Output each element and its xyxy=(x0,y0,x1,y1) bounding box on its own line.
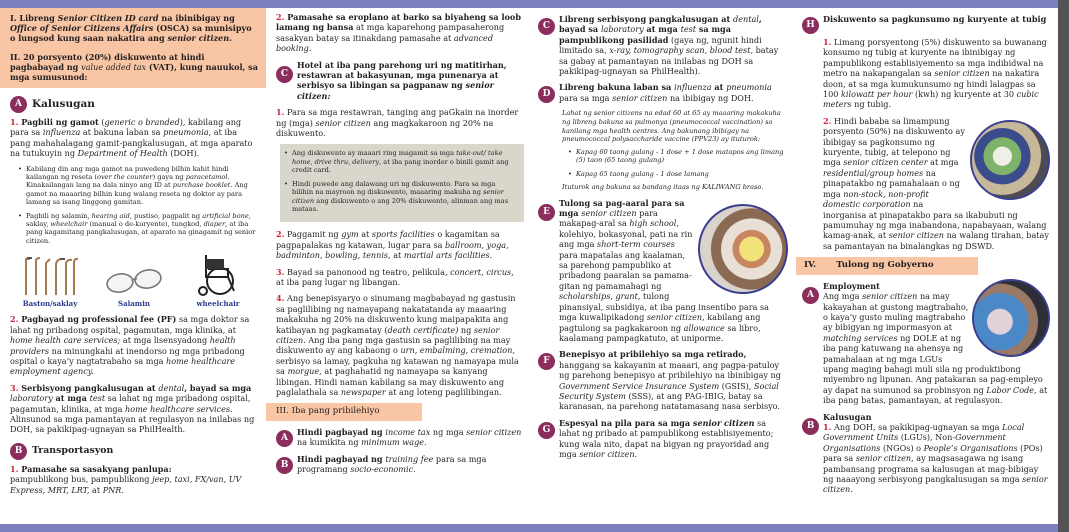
aid-images xyxy=(10,250,258,308)
text-run: pneumonia, xyxy=(163,127,212,138)
text-run: senior citizen xyxy=(581,208,637,219)
text-run: 2. xyxy=(276,229,285,240)
text-run: scholarships, grant, xyxy=(559,291,641,302)
text-run: sa libro, kaalamang pampagkatuto, at uniporme. xyxy=(559,322,761,343)
text-run: advanced booking. xyxy=(276,32,494,54)
text-run: ng DOLE at ng iba pang katuwang na ahensya ng pamahalaan at ng mga LGUs upang maging bahagi muli sila ng produktibong miyembro ng lipunan. Ang patakaran sa pag-empleyo ay dapat na sumunod sa probinsyon ng xyxy=(823,332,1043,395)
badge-g: G xyxy=(538,422,555,439)
text-run: Ang iba pang mga gastusin sa paglilibing na may diskuwento ay ang kabaong o xyxy=(276,334,511,356)
text-run: (SSS), at ang PAG-IBIG, batay sa karanasan, na parehong natatamasang nasa serbisyo. xyxy=(559,390,780,412)
text-run: Senior Citizen ID card xyxy=(57,13,159,23)
text-run: senior citizen xyxy=(612,92,668,103)
text-run: artificial bone xyxy=(202,211,249,220)
text-run: influenza xyxy=(42,127,81,138)
text-run: Kinakailangan lang na dala ninyo ang ID at xyxy=(26,181,173,190)
text-run: senior citizen. xyxy=(276,324,500,345)
text-run: o kagamitan sa pagpapalakas ng katawan, lugar para sa xyxy=(276,229,500,250)
section-d-vaccine xyxy=(538,82,788,103)
text-run: 1. xyxy=(823,422,832,432)
text-run: (POs) para sa xyxy=(823,442,1043,464)
text-run: at mga xyxy=(52,393,90,404)
text-run: at xyxy=(390,250,404,261)
text-run: Hindi puwede ang dalawang uri ng diskuwento. Para sa mga bilihin na mayroon ng diskuwento, maaaring makuha ng xyxy=(292,179,496,197)
text-run: 4. xyxy=(276,293,285,304)
text-run: sa mga pampublikong pasilidad xyxy=(559,24,731,45)
text-run: senior citizen xyxy=(888,230,945,241)
text-run: ballroom, yoga, badminton, bowling, tennis, xyxy=(276,239,509,261)
badge-b: B xyxy=(276,457,293,474)
text-run: 2. xyxy=(276,12,285,22)
text-run: over the counter xyxy=(96,173,153,182)
text-run: People’s Organisations xyxy=(923,442,1018,453)
vaccine-note: Lahat ng senior citizens na edad 60 at 65 ay maaaring makakuha ng libreng bakuna sa pulmonya (pneumococcal vaccination) sa kanilang mga health centres. Ang bakunang ibibigay na pneumococcal polysaccharide vaccine (PPV23) ay ituturok: xyxy=(562,109,781,144)
text-run: ang magkakaroon ng 20% na diskuwento. xyxy=(276,117,494,139)
text-run: , pustiso, pagpalit ng xyxy=(129,211,203,220)
text-run: allowance xyxy=(683,322,725,333)
text-run: sa lahat ng pribado at pampublikong establisiyemento; kung wala nito, dapat na bigyan ng prayoridad ang mga xyxy=(559,417,774,459)
text-run: at paghahatid ng namayapa sa kanyang libingan. Hindi naman kabilang sa may diskuwento ang paglalathala sa xyxy=(276,366,505,397)
text-run: test xyxy=(89,393,106,404)
text-run: non-stock, non-profit domestic corporation xyxy=(823,188,929,210)
text-run: laboratory xyxy=(600,24,644,35)
text-run: sa lahat ng mga pribadong ospital, pagamutan, klinika, at mga xyxy=(10,393,251,414)
text-run: (VAT), kung nauukol, sa mga sumusunod: xyxy=(10,62,258,82)
text-run: at iba pang batas, pamantayan, at regulasyon. xyxy=(823,384,1048,406)
section-h-utilities xyxy=(802,14,1050,34)
text-run: (kwh) ng kuryente at 30 xyxy=(912,89,1017,100)
item-c3 xyxy=(276,267,524,288)
item-h1 xyxy=(823,37,1050,110)
text-run: na ibinibigay ng xyxy=(158,13,235,23)
text-run: na may kakayahan at gustong magtrabaho, o kaya’y gusto muling magtrabaho ay bibigyan ng impormasyon at xyxy=(823,291,969,333)
section-iii-header: III. Iba pang pribilehiyo xyxy=(266,403,422,421)
top-band xyxy=(0,0,1058,8)
image-caption: Baston/saklay xyxy=(22,298,78,308)
text-run: generic o branded xyxy=(104,117,180,127)
text-run: senior citizen. xyxy=(579,448,638,459)
text-run: minimum wage. xyxy=(361,437,427,448)
text-run: (GSIS), xyxy=(719,380,754,391)
text-run: at iba pang lugar ng libangan. xyxy=(276,276,401,287)
text-run: urn, embalming, cremation, xyxy=(400,345,515,356)
right-edge-strip xyxy=(1058,0,1069,532)
text-run: Pagbili ng gamot xyxy=(18,117,99,127)
text-run: na walang tirahan, batay sa pamantayan na binalangkas ng DSWD. xyxy=(823,230,1049,251)
text-run: Paggamit ng xyxy=(284,229,342,240)
cane-icon xyxy=(20,255,80,297)
text-run: income tax xyxy=(385,427,431,437)
text-run: (LGUs), Non- xyxy=(898,432,956,443)
text-run: 2. xyxy=(823,115,832,126)
section-title: Diskuwento sa pagkunsumo ng kuryente at tubig xyxy=(823,14,1047,24)
text-run: 1. xyxy=(10,117,19,127)
text-run: at iba pang mahahalagang gamit-pangkalusugan, at mga aparato na tutukuyin ng xyxy=(10,127,253,159)
text-run: Government Organisations xyxy=(823,432,1006,453)
text-run: Office of Senior Citizens Affairs xyxy=(10,23,154,33)
text-run: Ang mga xyxy=(823,291,863,302)
text-run: hearing aid xyxy=(91,211,130,220)
text-run: cubic meters xyxy=(823,89,1039,110)
text-run: Government Service Insurance System xyxy=(559,380,720,391)
text-run: 1. xyxy=(10,463,19,474)
section-f-retirees xyxy=(538,349,788,411)
text-run: 3. xyxy=(10,382,19,393)
text-run: senior citizen: xyxy=(297,80,494,101)
text-run: value added tax xyxy=(81,62,147,72)
text-run: Local Government Units xyxy=(823,422,1025,443)
item-c1 xyxy=(276,107,524,138)
text-run: senior citizen xyxy=(466,427,522,437)
bullet: • Kapag 60 taong gulang - 1 dose + 1 dose matapos ang limang (5) taon (65 taong gulang) xyxy=(568,148,786,165)
bullet xyxy=(18,212,256,246)
text-run: na minungkahi at inendorso ng mga pribadong ospital o kaya’y nagtatrabaho sa mga xyxy=(10,345,245,366)
text-run: ) gaya ng xyxy=(152,173,186,182)
item-a2 xyxy=(10,314,258,376)
bullet xyxy=(18,165,256,207)
text-run: ( xyxy=(98,117,105,127)
badge-a: A xyxy=(802,287,819,304)
bullet xyxy=(284,180,518,214)
text-run: pneumonia xyxy=(726,82,772,93)
text-run: Ang diskuwento ay maaari ring magamit sa mga xyxy=(292,149,457,158)
text-run: Pamasahe sa sasakyang panlupa: xyxy=(18,463,172,474)
text-run: at xyxy=(358,229,372,240)
item-b2 xyxy=(276,12,524,54)
text-run: pampublikong bus, pampublikong xyxy=(10,474,153,485)
text-run: home healthcare services. xyxy=(125,403,233,414)
text-run: para makapag-aral sa xyxy=(559,208,658,229)
text-run: senior citizen center xyxy=(843,157,928,168)
section-e-education xyxy=(538,198,788,344)
text-run: Pagbili ng salamin, xyxy=(26,211,92,220)
text-run: kilowatt per hour xyxy=(841,89,913,100)
text-run: at mga xyxy=(927,157,959,168)
text-run: PNR. xyxy=(102,484,124,495)
text-run: Hindi bababa sa limampung porsyento (50%) na diskuwento ay ibibigay sa pagkonsumo ng kuryente, tubig, at telepono ng mga xyxy=(823,115,965,168)
section-iv-a-employment xyxy=(802,281,1050,406)
text-run: II. 20 porsyento (20%) diskuwento at hindi pagbabayad ng xyxy=(10,52,205,72)
text-run: at ang loteng paglilibingan. xyxy=(385,387,502,397)
text-run: senior citizen xyxy=(692,417,755,428)
text-run: na inorganisa at pinapatakbo para sa ikabubuti ng pamumuhay ng mga inabandona, napabayaan, walang kamag-anak, at xyxy=(823,199,1047,241)
badge-b: B xyxy=(10,443,27,460)
column-4 xyxy=(796,8,1058,524)
eyeglasses-image xyxy=(94,250,174,308)
column-2 xyxy=(266,8,532,524)
text-run: ng tubig. xyxy=(851,99,892,110)
text-run: ), kabilang ang para sa xyxy=(10,117,242,138)
text-run: sports facilities xyxy=(371,229,435,240)
text-run: 1. xyxy=(276,107,285,118)
item-c4 xyxy=(276,293,524,397)
text-run: death certificate) xyxy=(387,324,459,335)
text-run: hanggang sa kakayanin at maaari, ang pagpa-patuloy ng parehong benepisyo at pribilehiyo na ibinibigay ng xyxy=(559,359,781,381)
cane-image xyxy=(10,250,90,308)
text-run: ang diskuwento o ang 20% diskuwento, alinman ang mas mataas. xyxy=(292,196,509,213)
text-run: senior citizen, xyxy=(646,312,705,323)
text-run: dental xyxy=(733,14,759,24)
text-run: at xyxy=(89,484,103,495)
text-run: ng mga xyxy=(430,427,467,437)
text-run: , saklay, xyxy=(26,211,251,229)
text-run: (manual o de-kuryente), tungkod, xyxy=(87,220,204,229)
text-run: I. Libreng xyxy=(10,13,58,23)
text-run: kabilang ang pagtulong sa pagkakaroon ng xyxy=(559,312,761,333)
text-run: concert, circus, xyxy=(450,266,514,277)
intro-box xyxy=(0,8,266,88)
column-1 xyxy=(0,8,266,524)
text-run: (DOH). xyxy=(167,148,200,159)
badge-e: E xyxy=(538,204,555,221)
text-run: Ang DOH, sa pakikipag-ugnayan sa mga xyxy=(831,422,1003,432)
badge-c: C xyxy=(276,66,293,83)
text-run: matching services xyxy=(823,332,898,343)
text-run: Hindi pagbayad ng xyxy=(297,427,386,437)
text-run: Serbisyong pangkalusugan at xyxy=(18,382,159,393)
text-run: wheelchair xyxy=(50,220,88,229)
text-run: Libreng serbisyong pangkalusugan at xyxy=(559,14,734,24)
section-title: Kalusugan xyxy=(823,411,872,422)
text-run: , at iba pang inorder o binili gamit ang credit card. xyxy=(292,157,509,175)
text-run: Kabilang din ang mga gamot na puwedeng bilhin kahit hindi kailangan ng reseta ( xyxy=(26,164,229,182)
text-run: home health care services; xyxy=(10,335,121,346)
text-run: 3. xyxy=(276,266,285,277)
text-run: senior citizen. xyxy=(167,33,232,43)
bullet xyxy=(284,149,518,174)
item-c2 xyxy=(276,229,524,260)
text-run: Para sa mga restawran, tanging ang paGkain na inorder ng (mga) xyxy=(276,107,519,128)
text-run: sa mga doktor sa lahat ng pribadong ospital, pagamutan, mga klinika, at xyxy=(10,314,250,335)
section-b-transportasyon xyxy=(10,443,266,460)
text-run: Labor Code, xyxy=(986,384,1037,395)
text-run: dental xyxy=(158,382,185,393)
text-run: (gaya ng, ngunit hindi limitado sa, xyxy=(559,34,762,56)
bottom-band xyxy=(0,524,1058,532)
section-title: Kalusugan xyxy=(32,97,95,110)
text-run: test xyxy=(680,24,697,35)
text-run: Hotel at iba pang parehong uri ng matitirhan, restawran at bakasyunan, mga punenarya at serbisyo sa libingan sa pagpanaw ng xyxy=(297,59,507,91)
text-run: Limang porsyentong (5%) diskuwento sa buwanang konsumo ng tubig at kuryente na ibinibigay ng pampublikong establisiyemento sa mga indibidwal na metro na nakapangalan sa xyxy=(823,37,1047,79)
text-run: paracetamol. xyxy=(185,173,230,182)
section-a-kalusugan xyxy=(10,96,266,113)
section-iv-header xyxy=(796,257,978,275)
text-run: Hindi pagbayad ng xyxy=(297,453,386,464)
section-c-free-health xyxy=(538,14,788,76)
text-run: senior citizen xyxy=(292,188,504,205)
text-run: 1. xyxy=(823,37,832,47)
text-run: Pamasahe sa eroplano at barko sa biyaheng sa loob lamang ng bansa xyxy=(276,12,521,33)
text-run: (OSCA) sa munisipyo o lungsod kung saan nakatira ang xyxy=(10,23,252,43)
text-run: senior citizen xyxy=(934,68,990,79)
discount-note-box xyxy=(280,144,524,222)
text-run: senior citizen, xyxy=(855,453,914,464)
text-run: take-out/ take home, drive thru, delivery xyxy=(292,149,503,166)
intro-item-1 xyxy=(10,13,258,43)
text-run: Bayad sa panonood ng teatro, pelikula, xyxy=(284,266,451,277)
text-run: high school, xyxy=(629,218,679,229)
item-a1-bullets xyxy=(18,165,256,246)
text-run: Department of Health xyxy=(77,148,168,159)
text-run: Tulong ng Gobyerno xyxy=(836,260,934,271)
wheelchair-image xyxy=(178,250,258,308)
text-run: , bayad sa xyxy=(559,14,762,35)
text-run: para sa mga programang xyxy=(297,453,487,475)
eyeglasses-icon xyxy=(103,267,165,297)
text-run: at bakuna laban sa xyxy=(80,127,164,138)
text-run: morgue, xyxy=(287,366,322,377)
text-run: , at iba pang kagamitang pangkalusugan, at aparato na ginagamit ng senior citizen. xyxy=(26,220,256,245)
text-run: Ang benepisyaryo o sinumang magbabayad ng gastusin sa paglilibing ng namayapang nakatatanda ay maaaring makakuha ng 20% na diskuwento kung maipapakita ang katibayan ng pagkamatay ( xyxy=(276,293,516,335)
vaccine-bullets xyxy=(568,148,786,178)
text-run: serbisyo sa lamay, pagkuha ng katawan ng namayapa mula sa xyxy=(276,355,519,377)
text-run: ng xyxy=(458,324,474,335)
image-caption: wheelchair xyxy=(196,298,240,308)
text-run: martial arts facilities. xyxy=(403,250,493,261)
text-run: newspaper xyxy=(340,387,386,397)
text-run: kolehiyo, bokasyonal, pati na rin ang mga xyxy=(559,228,693,250)
text-run: x-ray, tomography scan, blood test, xyxy=(609,45,754,56)
text-run: home healthcare employment agency. xyxy=(10,355,236,377)
text-run: ay magsasagawa ng isang pambansang programa sa kalusugan at mag-bibigay ng naaayong serbisyong pangkalusugan sa mga xyxy=(823,453,1039,485)
text-run: batay sa gabay at pamantayan na inilabas ng DOH sa pakikipag-ugnayan sa PhilHealth). xyxy=(559,45,779,77)
text-run: para mapatalas ang kaalaman, sa parehong pampubliko at pribadong paaralan sa pamama-gitan ng pamamahagi ng xyxy=(559,249,692,291)
text-run: Alinsunod sa mga pamantayan at regulasyon na inilabas ng DOH, sa pakikipag-ugnayan sa PhilHealth. xyxy=(10,413,255,435)
utilities-photo xyxy=(970,120,1050,200)
text-run: residential/group homes xyxy=(823,167,924,178)
section-iv-b-kalusugan xyxy=(802,412,1050,495)
text-run: na pinapatakbo ng pamahalaan o ng mga xyxy=(823,167,960,199)
text-run: health providers xyxy=(10,335,236,356)
section-g-priority-lane xyxy=(538,418,788,460)
text-run: senior citizen. xyxy=(823,474,1048,495)
text-run: at mga kaparehong pampasaherong sasakyan batay sa itinakdang pamasahe at xyxy=(276,22,505,43)
badge-c: C xyxy=(538,18,555,35)
text-run: socio-economic. xyxy=(350,464,416,475)
badge-d: D xyxy=(538,86,555,103)
text-run: senior citizen xyxy=(862,291,918,302)
text-run: Tulong sa pag-aaral para sa mga xyxy=(559,197,685,219)
text-run: training fee xyxy=(385,453,434,464)
badge-h: H xyxy=(802,17,819,34)
text-run: at mga lisensyadong xyxy=(120,335,210,346)
text-run: short-term courses xyxy=(597,239,675,250)
section-iii-a xyxy=(276,427,524,448)
text-run: Social Security System xyxy=(559,380,779,401)
text-run: at mga xyxy=(643,24,681,35)
text-run: Libreng bakuna laban sa xyxy=(559,82,675,93)
text-run: na kumikita ng xyxy=(297,437,362,448)
employment-photo xyxy=(972,279,1050,357)
text-run: purchase booklet. xyxy=(172,181,233,190)
text-run: 2. xyxy=(10,314,19,325)
text-run: diaper xyxy=(203,220,226,229)
text-run: influenza xyxy=(674,82,712,93)
education-photo xyxy=(698,204,788,294)
text-run: (NGOs) o xyxy=(880,442,924,453)
text-run: senior citizen xyxy=(315,117,371,128)
section-title: Employment xyxy=(823,280,880,291)
badge-f: F xyxy=(538,353,555,370)
item-b1 xyxy=(10,464,258,495)
text-run: para sa mga xyxy=(559,92,613,103)
text-run: tulong pinansiyal, subsidiya, at iba pang insentibo para sa mga kuwalipikadong xyxy=(559,291,769,323)
wheelchair-icon xyxy=(194,251,242,297)
section-iii-b xyxy=(276,454,524,475)
text-run: gym xyxy=(341,229,359,240)
text-run: na ibibigay ng DOH. xyxy=(667,92,754,103)
text-run: laboratory xyxy=(10,393,53,404)
item-h2 xyxy=(823,116,1050,251)
intro-item-2 xyxy=(10,52,258,82)
item-a3 xyxy=(10,383,258,435)
text-run: Benepisyo at pribilehiyo sa mga retirado, xyxy=(559,349,747,360)
vaccine-footer: Ituturok ang bakuna sa bandang itaas ng KALIWANG braso. xyxy=(562,183,764,192)
column-3 xyxy=(532,8,796,524)
image-caption: Salamin xyxy=(118,298,150,308)
item-a1 xyxy=(10,117,258,159)
section-c-hotel xyxy=(276,60,524,102)
badge-b: B xyxy=(802,418,819,435)
text-run: na nakatira doon, at sa mga kumukunsumo ng hindi lalagpas sa 100 xyxy=(823,68,1040,100)
text-run: Pagbayad ng professional fee (PF) xyxy=(18,314,177,325)
badge-a: A xyxy=(10,96,27,113)
bullet: • Kapag 65 taong gulang - 1 dose lamang xyxy=(568,170,786,178)
badge-a: A xyxy=(276,430,293,447)
text-run: IV. xyxy=(804,260,817,271)
text-run: Ang gamot na maaaring bilhin kung walang reseta ng doktor ay para lamang sa isang linggong gamitan. xyxy=(26,181,248,207)
text-run: at xyxy=(711,82,727,93)
text-run: Espesyal na pila para sa mga xyxy=(559,417,693,428)
text-run: , bayad sa mga xyxy=(184,382,252,393)
text-run: jeep, taxi, FX/van, UV Express, MRT, LRT, xyxy=(10,474,242,495)
section-title: Transportasyon xyxy=(32,445,114,457)
